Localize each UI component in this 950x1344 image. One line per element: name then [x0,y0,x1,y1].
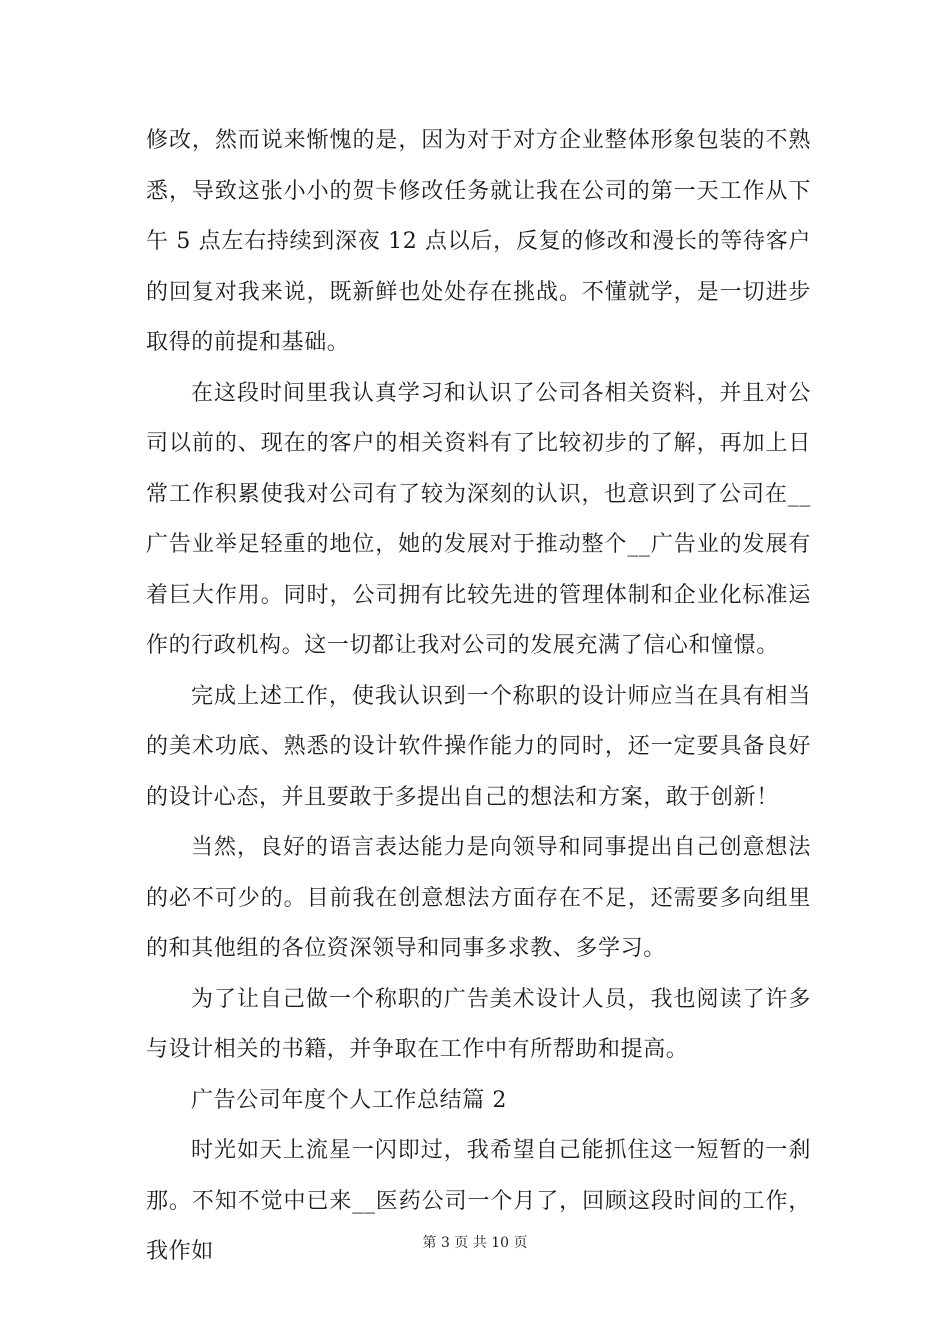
document-body [146,116,811,1278]
section-heading: 广告公司年度个人工作总结篇 2 [191,1087,507,1113]
paragraph-designer-requirements: 完成上述工作，使我认识到一个称职的设计师应当在具有相当的美术功底、熟悉的设计软件操作能力的同时，还一定要具备良好的设计心态，并且要敢于多提出自己的想法和方案，敢于创新！ [146,683,811,810]
paragraph-section-2-intro: 时光如天上流星一闪即过，我希望自己能抓住这一短暂的一刹那。不知不觉中已来__医药公司一个月了，回顾这段时间的工作，我作如 [146,1138,811,1264]
page-number-footer: 第 3 页 共 10 页 [422,1235,528,1251]
paragraph-language-skills: 当然，良好的语言表达能力是向领导和同事提出自己创意想法的必不可少的。目前我在创意想法方面存在不足，还需要多向组里的和其他组的各位资深领导和同事多求教、多学习。 [146,835,811,961]
paragraph-company-knowledge: 在这段时间里我认真学习和认识了公司各相关资料，并且对公司以前的、现在的客户的相关资料有了比较初步的了解，再加上日常工作积累使我对公司有了较为深刻的认识，也意识到了公司在__广告业举足轻重的地位，她的发展对于推动整个__广告业的发展有着巨大作用。同时，公司拥有比较先进的管理体制和企业化标准运作的行政机构。这一切都让我对公司的发展充满了信心和憧憬。 [146,380,811,658]
paragraph-reading: 为了让自己做一个称职的广告美术设计人员，我也阅读了许多与设计相关的书籍，并争取在工作中有所帮助和提高。 [146,986,811,1062]
paragraph-continued: 修改，然而说来惭愧的是，因为对于对方企业整体形象包装的不熟悉，导致这张小小的贺卡修改任务就让我在公司的第一天工作从下午 5 点左右持续到深夜 12 点以后，反复的修改和漫长的等待客户的回复对我来说，既新鲜也处处存在挑战。不懂就学，是一切进步取得的前提和基础。 [146,128,811,355]
